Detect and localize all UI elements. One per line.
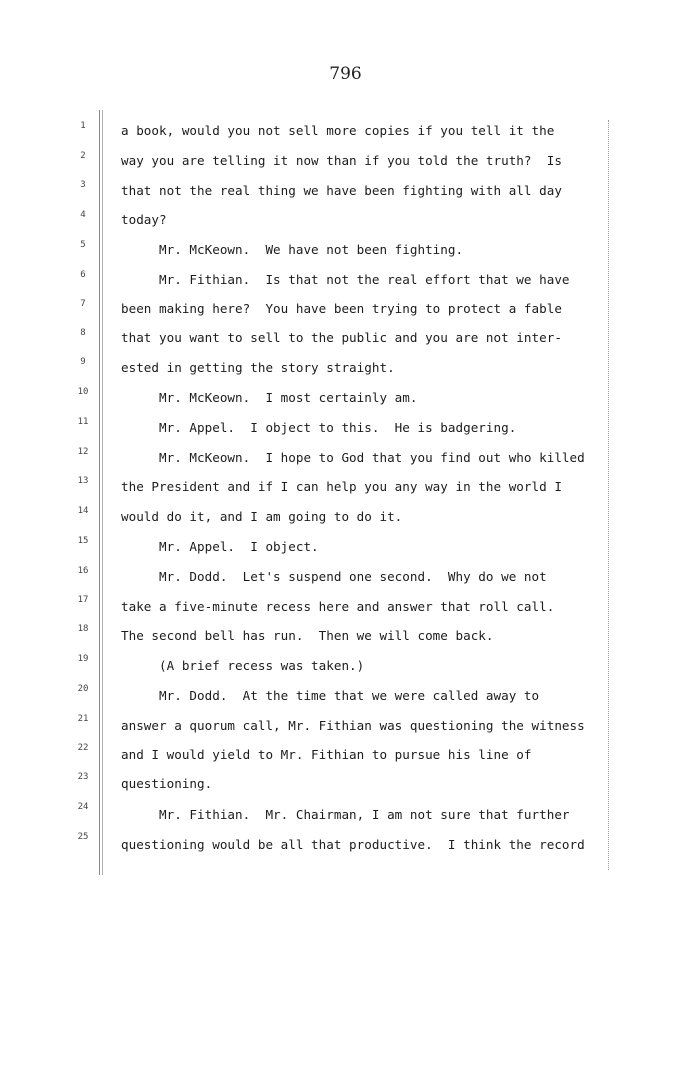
line-number: 8 bbox=[80, 328, 86, 338]
line-number: 19 bbox=[77, 654, 89, 664]
left-margin-rule-inner bbox=[102, 110, 103, 875]
line-number: 17 bbox=[77, 595, 89, 605]
transcript-line: Mr. McKeown. I most certainly am. bbox=[121, 390, 418, 405]
transcript-line: a book, would you not sell more copies if you tell it the bbox=[121, 123, 555, 138]
line-number: 23 bbox=[77, 772, 89, 782]
line-number: 16 bbox=[77, 566, 89, 576]
transcript-line: answer a quorum call, Mr. Fithian was questioning the witness bbox=[121, 718, 585, 733]
transcript-line: take a five-minute recess here and answer that roll call. bbox=[121, 599, 555, 614]
line-number: 14 bbox=[77, 506, 89, 516]
transcript-line: and I would yield to Mr. Fithian to pursue his line of bbox=[121, 747, 532, 762]
line-number: 22 bbox=[77, 743, 89, 753]
line-number: 1 bbox=[80, 121, 86, 131]
line-number: 3 bbox=[80, 180, 86, 190]
line-number: 10 bbox=[77, 387, 89, 397]
line-number: 2 bbox=[80, 151, 86, 161]
transcript-line: Mr. McKeown. I hope to God that you find out who killed bbox=[121, 450, 585, 465]
line-number: 9 bbox=[80, 357, 86, 367]
left-margin-rule bbox=[99, 110, 100, 875]
transcript-line: (A brief recess was taken.) bbox=[121, 658, 365, 673]
transcript-line: been making here? You have been trying to protect a fable bbox=[121, 301, 562, 316]
transcript-line: way you are telling it now than if you told the truth? Is bbox=[121, 153, 562, 168]
transcript-line: Mr. Appel. I object to this. He is badgering. bbox=[121, 420, 517, 435]
transcript-line: the President and if I can help you any way in the world I bbox=[121, 479, 562, 494]
transcript-line: Mr. Fithian. Is that not the real effort that we have bbox=[121, 272, 570, 287]
line-number: 12 bbox=[77, 447, 89, 457]
transcript-line: Mr. Dodd. Let's suspend one second. Why do we not bbox=[121, 569, 547, 584]
transcript-line: The second bell has run. Then we will come back. bbox=[121, 628, 494, 643]
line-number: 11 bbox=[77, 417, 89, 427]
line-number: 15 bbox=[77, 536, 89, 546]
transcript-line: today? bbox=[121, 212, 167, 227]
page-number: 796 bbox=[329, 64, 362, 84]
transcript-line: questioning would be all that productive. I think the record bbox=[121, 837, 585, 852]
line-number: 20 bbox=[77, 684, 89, 694]
line-number: 25 bbox=[77, 832, 89, 842]
line-number: 4 bbox=[80, 210, 86, 220]
right-margin-rule bbox=[608, 120, 609, 870]
transcript-line: Mr. McKeown. We have not been fighting. bbox=[121, 242, 464, 257]
line-number: 6 bbox=[80, 270, 86, 280]
line-number: 18 bbox=[77, 624, 89, 634]
transcript-line: ested in getting the story straight. bbox=[121, 360, 395, 375]
line-number: 13 bbox=[77, 476, 89, 486]
transcript-line: that you want to sell to the public and you are not inter- bbox=[121, 330, 562, 345]
line-number: 21 bbox=[77, 714, 89, 724]
transcript-line: questioning. bbox=[121, 776, 213, 791]
transcript-line: Mr. Dodd. At the time that we were called away to bbox=[121, 688, 540, 703]
transcript-line: would do it, and I am going to do it. bbox=[121, 509, 403, 524]
line-number: 7 bbox=[80, 299, 86, 309]
line-number: 5 bbox=[80, 240, 86, 250]
transcript-line: that not the real thing we have been fighting with all day bbox=[121, 183, 562, 198]
transcript-line: Mr. Appel. I object. bbox=[121, 539, 319, 554]
line-number: 24 bbox=[77, 802, 89, 812]
transcript-line: Mr. Fithian. Mr. Chairman, I am not sure that further bbox=[121, 807, 570, 822]
